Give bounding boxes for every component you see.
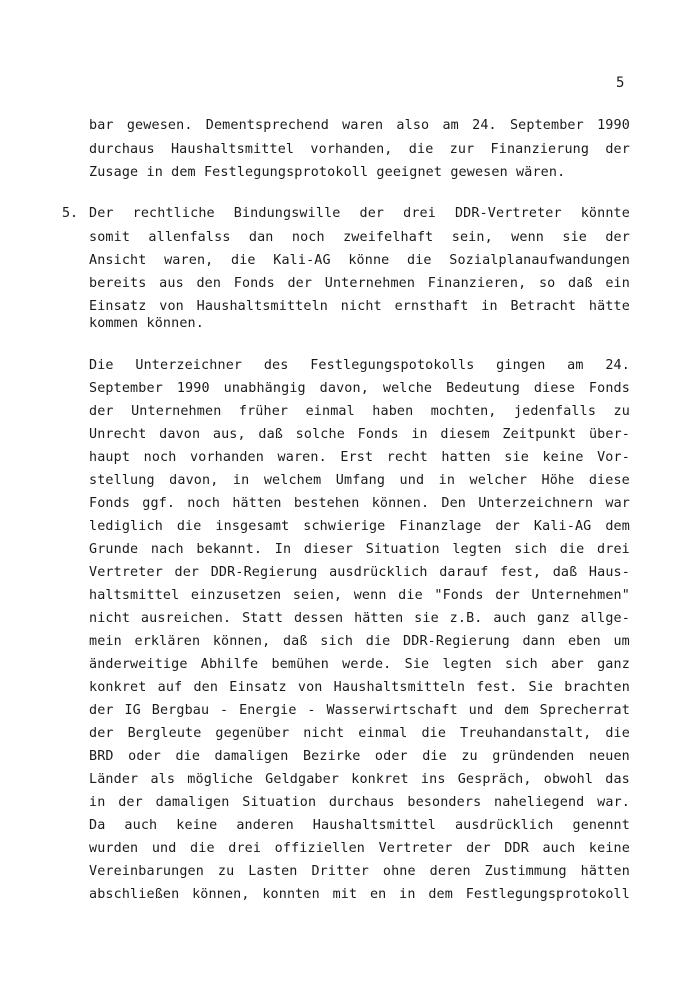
- text-line: Einsatz von Haushaltsmitteln nicht ernsthaft in Betracht hätte: [89, 299, 630, 314]
- text-line: der IG Bergbau - Energie - Wasserwirtschaft und dem Sprecherrat: [89, 703, 630, 718]
- text-line: mein erklären können, daß sich die DDR-Regierung dann eben um: [89, 634, 630, 649]
- text-line: haupt noch vorhanden waren. Erst recht hatten sie keine Vor-: [89, 450, 630, 465]
- text-line: Länder als mögliche Geldgaber konkret ins Gespräch, obwohl das: [89, 772, 630, 787]
- page-number: 5: [616, 75, 625, 91]
- text-line: abschließen können, konnten mit en in dem Festlegungsprotokoll: [89, 887, 630, 902]
- text-line: somit allenfalss dan noch zweifelhaft sein, wenn sie der: [89, 230, 630, 245]
- text-line: bar gewesen. Dementsprechend waren also am 24. September 1990: [89, 118, 630, 133]
- text-line: in der damaligen Situation durchaus besonders naheliegend war.: [89, 795, 630, 810]
- list-item-number: 5.: [62, 206, 79, 221]
- text-line: Unrecht davon aus, daß solche Fonds in diesem Zeitpunkt über-: [89, 427, 630, 442]
- text-line: Fonds ggf. noch hätten bestehen können. Den Unterzeichnern war: [89, 496, 630, 511]
- text-line: nicht ausreichen. Statt dessen hätten sie z.B. auch ganz allge-: [89, 611, 630, 626]
- text-line: Grunde nach bekannt. In dieser Situation legten sich die drei: [89, 542, 630, 557]
- text-line: Vertreter der DDR-Regierung ausdrücklich darauf fest, daß Haus-: [89, 565, 630, 580]
- text-line: Da auch keine anderen Haushaltsmittel ausdrücklich genennt: [89, 818, 630, 833]
- text-line: der Bergleute gegenüber nicht einmal die Treuhandanstalt, die: [89, 726, 630, 741]
- text-line: der Unternehmen früher einmal haben mochten, jedenfalls zu: [89, 404, 630, 419]
- text-line: wurden und die drei offiziellen Vertreter der DDR auch keine: [89, 841, 630, 856]
- text-line: stellung davon, in welchem Umfang und in welcher Höhe diese: [89, 473, 630, 488]
- text-line: Zusage in dem Festlegungsprotokoll geeignet gewesen wären.: [89, 165, 566, 180]
- text-line: bereits aus den Fonds der Unternehmen Finanzieren, so daß ein: [89, 276, 630, 291]
- text-line: September 1990 unabhängig davon, welche Bedeutung diese Fonds: [89, 381, 630, 396]
- text-line: haltsmittel einzusetzen seien, wenn die "Fonds der Unternehmen": [89, 588, 630, 603]
- text-line: durchaus Haushaltsmittel vorhanden, die zur Finanzierung der: [89, 142, 630, 157]
- text-line: lediglich die insgesamt schwierige Finanzlage der Kali-AG dem: [89, 519, 630, 534]
- text-line: Die Unterzeichner des Festlegungspotokolls gingen am 24.: [89, 358, 630, 373]
- text-line: BRD oder die damaligen Bezirke oder die zu gründenden neuen: [89, 749, 630, 764]
- text-line: konkret auf den Einsatz von Haushaltsmitteln fest. Sie brachten: [89, 680, 630, 695]
- text-line: Ansicht waren, die Kali-AG könne die Sozialplanaufwandungen: [89, 253, 630, 268]
- text-line: änderweitige Abhilfe bemühen werde. Sie legten sich aber ganz: [89, 657, 630, 672]
- text-line: Der rechtliche Bindungswille der drei DDR-Vertreter könnte: [89, 206, 630, 221]
- text-line: Vereinbarungen zu Lasten Dritter ohne deren Zustimmung hätten: [89, 864, 630, 879]
- text-line: kommen können.: [89, 316, 204, 331]
